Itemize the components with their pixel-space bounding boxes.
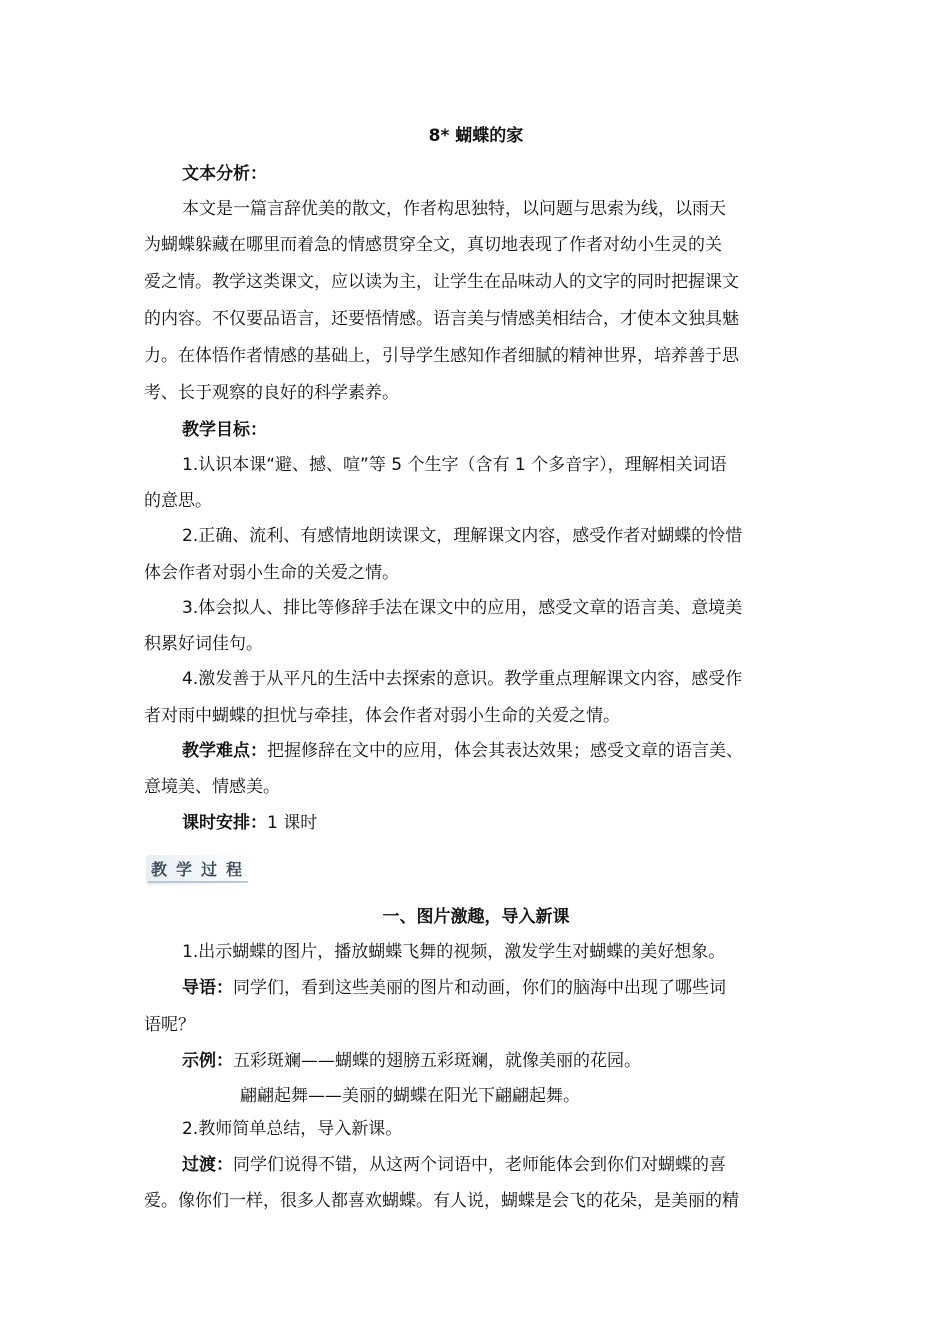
goal-item-3: 3.体会拟人、排比等修辞手法在课文中的应用，感受文章的语言美、意境美: [182, 598, 743, 618]
goal-item-1: 1.认识本课“避、撼、喧”等 5 个生字（含有 1 个多音字），理解相关词语: [182, 455, 727, 475]
goal-item-1-cont: 的意思。: [144, 491, 212, 511]
schedule-label: 课时安排：: [182, 813, 267, 833]
analysis-line: 爱之情。教学这类课文，应以读为主，让学生在品味动人的文字的同时把握课文: [144, 272, 739, 292]
schedule-paragraph: [182, 811, 808, 835]
analysis-line: 的内容。不仅要品语言，还要悟情感。语言美与情感美相结合，才使本文独具魅: [144, 309, 739, 329]
goal-item-4: 4.激发善于从平凡的生活中去探索的意识。教学重点理解课文内容，感受作: [182, 669, 743, 689]
schedule-value: 1 课时: [267, 813, 318, 833]
step-2: 2.教师简单总结，导入新课。: [182, 1119, 403, 1139]
difficulty-text-cont: 意境美、情感美。: [144, 777, 280, 797]
intro-label: 导语：: [182, 978, 233, 998]
section-title: 一、图片激趣，导入新课: [382, 907, 570, 927]
page-title: 8* 蝴蝶的家: [428, 126, 524, 146]
analysis-line: 为蝴蝶躲藏在哪里而着急的情感贯穿全文，真切地表现了作者对幼小生灵的关: [144, 235, 722, 255]
banner-text: 教学过程: [151, 860, 252, 879]
analysis-line: 力。在体悟作者情感的基础上，引导学生感知作者细腻的精神世界，培养善于思: [144, 346, 739, 366]
difficulty-paragraph: [182, 739, 808, 763]
intro-text-cont: 语呢？: [144, 1015, 195, 1035]
difficulty-text: 把握修辞在文中的应用，体会其表达效果；感受文章的语言美、: [267, 741, 743, 761]
goal-item-4-cont: 者对雨中蝴蝶的担忧与牵挂，体会作者对弱小生命的关爱之情。: [144, 706, 620, 726]
goal-item-2: 2.正确、流利、有感情地朗读课文，理解课文内容，感受作者对蝴蝶的怜惜: [182, 526, 743, 546]
intro-paragraph: [182, 976, 808, 1000]
transition-text: 同学们说得不错，从这两个词语中，老师能体会到你们对蝴蝶的喜: [233, 1155, 726, 1175]
transition-text-cont: 爱。像你们一样，很多人都喜欢蝴蝶。有人说，蝴蝶是会飞的花朵，是美丽的精: [144, 1191, 739, 1211]
intro-text: 同学们，看到这些美丽的图片和动画，你们的脑海中出现了哪些词: [233, 978, 726, 998]
analysis-heading: 文本分析：: [182, 164, 267, 184]
analysis-line: 本文是一篇言辞优美的散文，作者构思独特，以问题与思索为线，以雨天: [182, 199, 726, 219]
difficulty-label: 教学难点：: [182, 741, 267, 761]
transition-label: 过渡：: [182, 1155, 233, 1175]
goal-item-3-cont: 积累好词佳句。: [144, 634, 263, 654]
goal-item-2-cont: 体会作者对弱小生命的关爱之情。: [144, 563, 399, 583]
example-paragraph: [182, 1049, 808, 1073]
teaching-process-banner: [146, 853, 252, 887]
step-1: 1.出示蝴蝶的图片，播放蝴蝶飞舞的视频，激发学生对蝴蝶的美好想象。: [182, 942, 726, 962]
example-2: 翩翩起舞——美丽的蝴蝶在阳光下翩翩起舞。: [240, 1086, 580, 1106]
transition-paragraph: [182, 1153, 808, 1177]
example-1: 五彩斑斓——蝴蝶的翅膀五彩斑斓，就像美丽的花园。: [233, 1051, 641, 1071]
goals-heading: 教学目标：: [182, 420, 267, 440]
analysis-line: 考、长于观察的良好的科学素养。: [144, 383, 399, 403]
example-label: 示例：: [182, 1051, 233, 1071]
